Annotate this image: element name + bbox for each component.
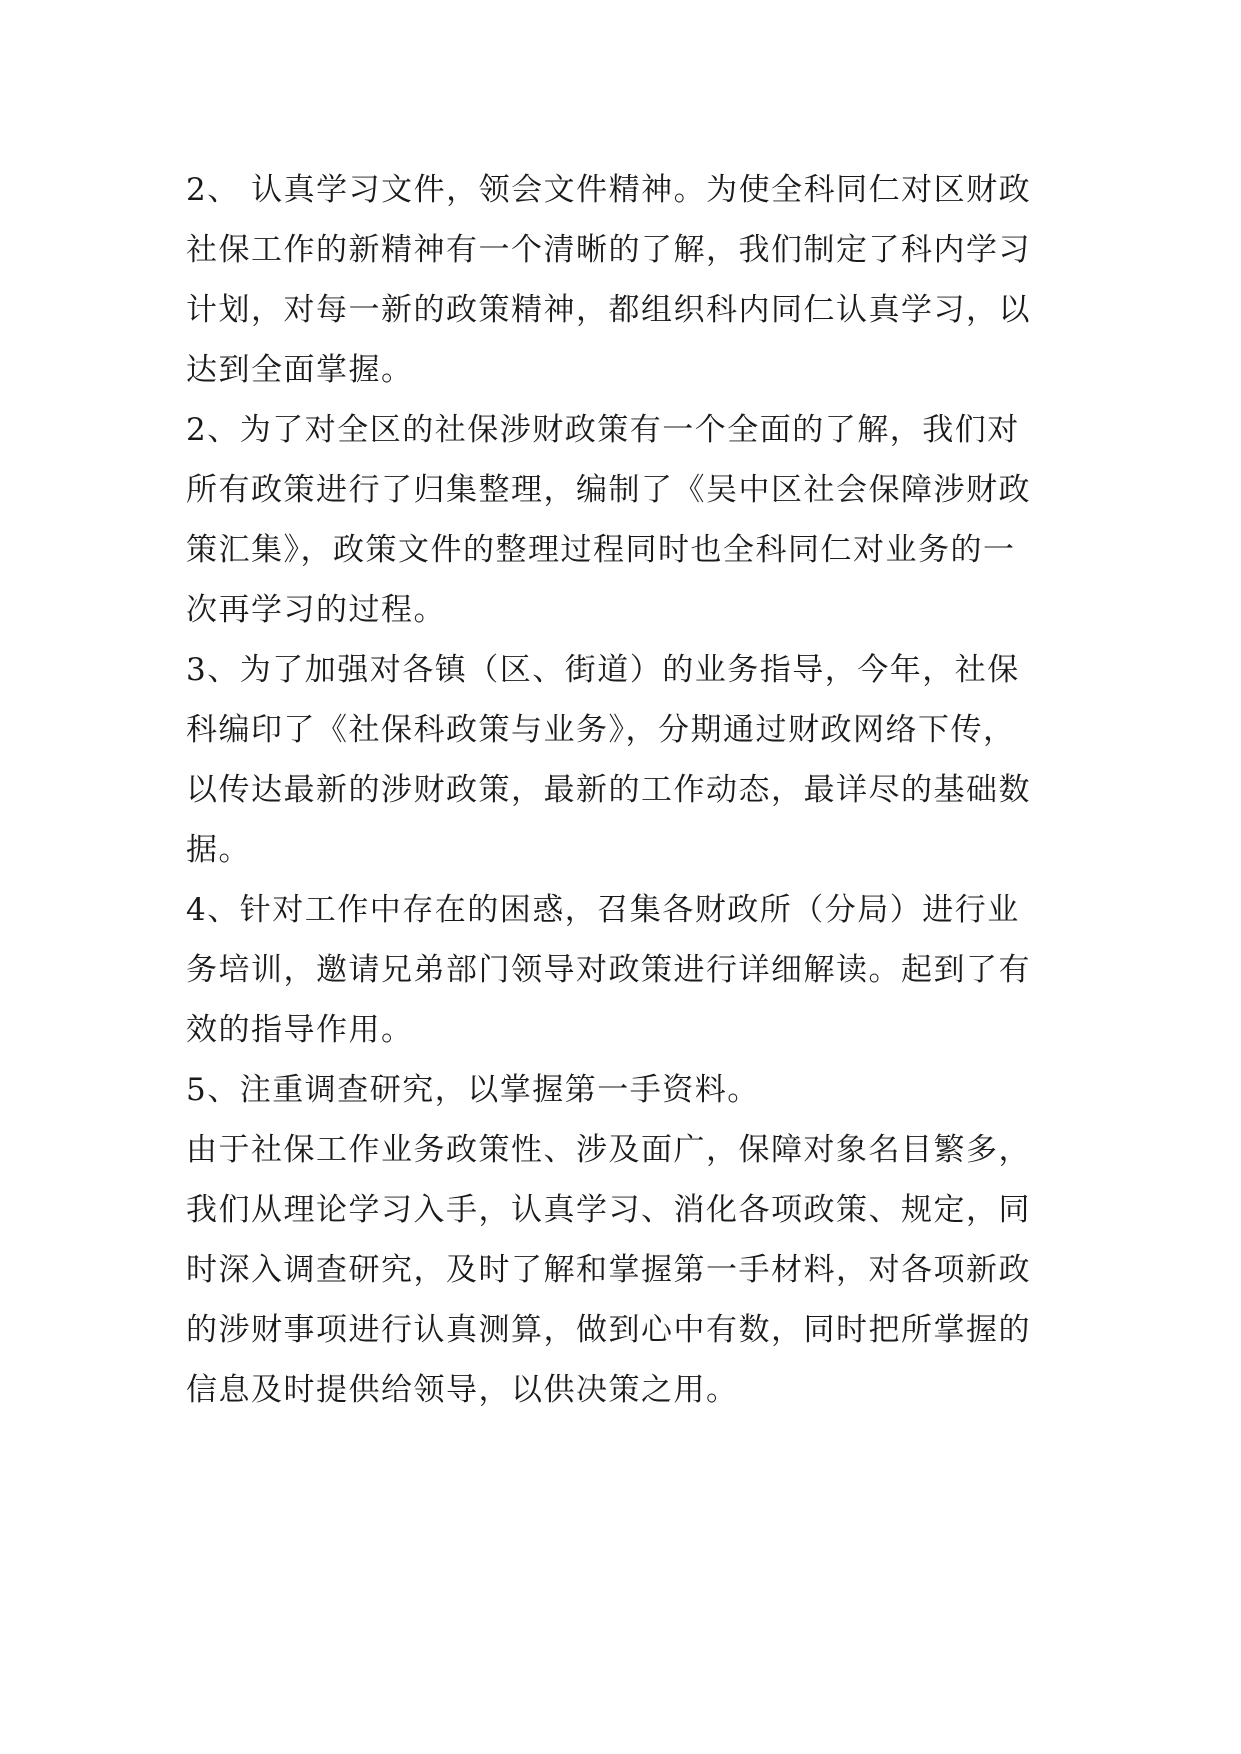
text-line: 4、针对工作中存在的困惑，召集各财政所（分局）进行业	[186, 892, 1020, 928]
document-body	[186, 160, 1056, 1420]
text-line: 2、为了对全区的社保涉财政策有一个全面的了解，我们对	[186, 412, 1020, 448]
text-line: 科编印了《社保科政策与业务》，分期通过财政网络下传，	[186, 712, 1016, 748]
text-line: 的涉财事项进行认真测算，做到心中有数，同时把所掌握的	[186, 1312, 1031, 1348]
text-line: 5、注重调查研究，以掌握第一手资料。	[186, 1072, 760, 1108]
text-line: 以传达最新的涉财政策，最新的工作动态，最详尽的基础数	[186, 772, 1031, 808]
text-line: 信息及时提供给领导，以供决策之用。	[186, 1372, 739, 1408]
text-line: 策汇集》，政策文件的整理过程同时也全科同仁对业务的一	[186, 532, 1016, 568]
text-line: 效的指导作用。	[186, 1012, 414, 1048]
text-line: 时深入调查研究，及时了解和掌握第一手材料，对各项新政	[186, 1252, 1031, 1288]
text-line: 3、为了加强对各镇（区、街道）的业务指导，今年，社保	[186, 652, 1020, 688]
text-line: 次再学习的过程。	[186, 592, 446, 628]
text-line: 计划，对每一新的政策精神，都组织科内同仁认真学习，以	[186, 292, 1031, 328]
text-line: 务培训，邀请兄弟部门领导对政策进行详细解读。起到了有	[186, 952, 1031, 988]
text-line: 由于社保工作业务政策性、涉及面广，保障对象名目繁多，	[186, 1132, 1031, 1168]
text-line: 社保工作的新精神有一个清晰的了解，我们制定了科内学习	[186, 232, 1031, 268]
text-line: 所有政策进行了归集整理，编制了《吴中区社会保障涉财政	[186, 472, 1031, 508]
text-line: 达到全面掌握。	[186, 352, 414, 388]
text-line: 据。	[186, 832, 251, 868]
text-line: 我们从理论学习入手，认真学习、消化各项政策、规定，同	[186, 1192, 1031, 1228]
text-line: 2、 认真学习文件，领会文件精神。为使全科同仁对区财政	[186, 172, 1032, 208]
